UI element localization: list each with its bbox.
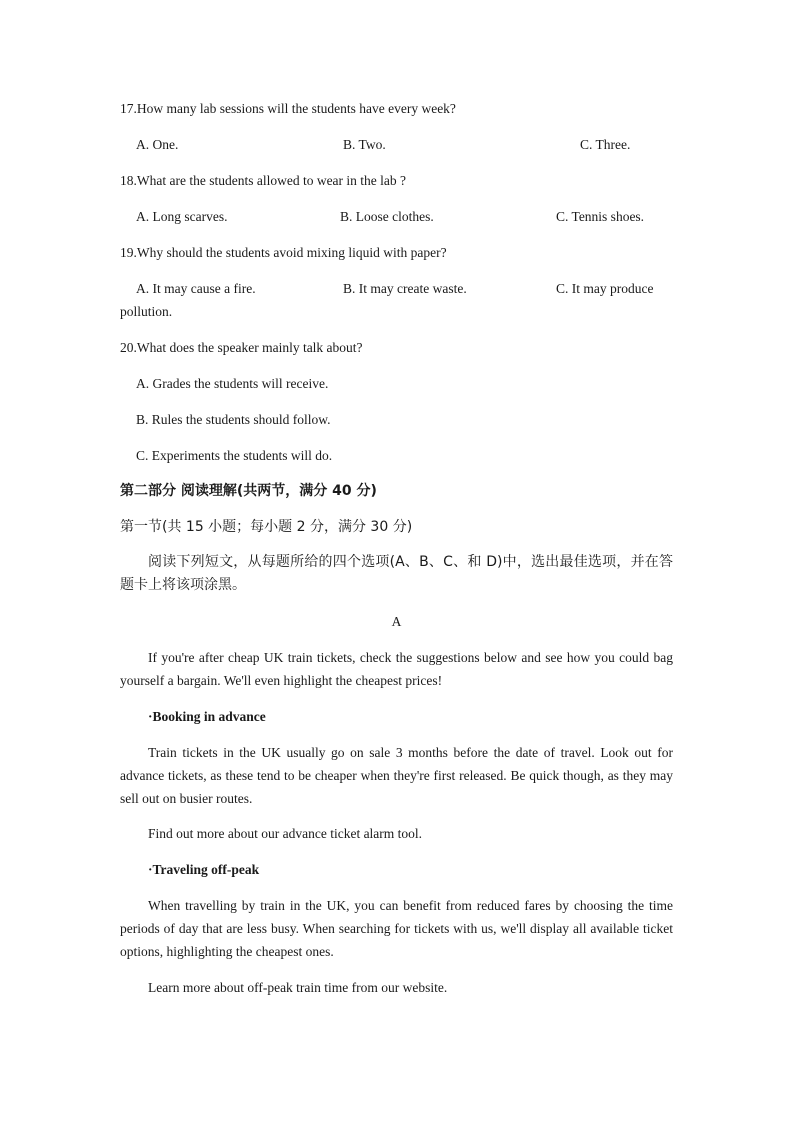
q19-option-c: C. It may produce	[556, 281, 654, 296]
part2-heading: 第二部分 阅读理解(共两节，满分 40 分)	[120, 483, 377, 499]
q18-option-a: A. Long scarves.	[136, 209, 228, 224]
subheading-traveling-off-peak: ·Traveling off-peak	[148, 862, 260, 877]
section1-heading: 第一节(共 15 小题；每小题 2 分，满分 30 分)	[120, 519, 413, 535]
q18-option-b: B. Loose clothes.	[340, 209, 434, 224]
question-17: 17.How many lab sessions will the students have every week?	[120, 101, 456, 116]
off-peak-website-note: Learn more about off-peak train time from our website.	[148, 980, 448, 995]
subheading-booking-in-advance: ·Booking in advance	[148, 709, 266, 724]
q20-option-c: C. Experiments the students will do.	[136, 448, 333, 463]
reading-instruction: 阅读下列短文，从每题所给的四个选项(A、B、C、和 D)中，选出最佳选项，并在答题卡上将该项涂黑。	[120, 554, 673, 593]
q20-option-b: B. Rules the students should follow.	[136, 412, 331, 427]
question-19: 19.Why should the students avoid mixing liquid with paper?	[120, 245, 447, 260]
q18-option-c: C. Tennis shoes.	[556, 209, 645, 224]
q19-option-c-continuation: pollution.	[120, 304, 173, 319]
alarm-tool-note: Find out more about our advance ticket alarm tool.	[148, 826, 423, 841]
question-20: 20.What does the speaker mainly talk about?	[120, 340, 363, 355]
q19-option-b: B. It may create waste.	[343, 281, 467, 296]
passage-label: A	[391, 614, 402, 629]
booking-paragraph: Train tickets in the UK usually go on sale 3 months before the date of travel. Look out for advance tickets, as these tend to be cheaper when they're first released. Be quick though, as they may sell out on busier routes.	[120, 745, 673, 806]
q17-option-b: B. Two.	[343, 137, 386, 152]
off-peak-paragraph: When travelling by train in the UK, you can benefit from reduced fares by choosing the time periods of day that are less busy. When searching for tickets with us, we'll display all available ticket options, highlighting the cheapest ones.	[120, 898, 673, 959]
question-18: 18.What are the students allowed to wear in the lab ?	[120, 173, 407, 188]
q17-option-a: A. One.	[136, 137, 179, 152]
q20-option-a: A. Grades the students will receive.	[136, 376, 329, 391]
passage-intro: If you're after cheap UK train tickets, check the suggestions below and see how you could bag yourself a bargain. We'll even highlight the cheapest prices!	[120, 650, 673, 688]
q17-option-c: C. Three.	[580, 137, 631, 152]
q19-option-a: A. It may cause a fire.	[136, 281, 256, 296]
